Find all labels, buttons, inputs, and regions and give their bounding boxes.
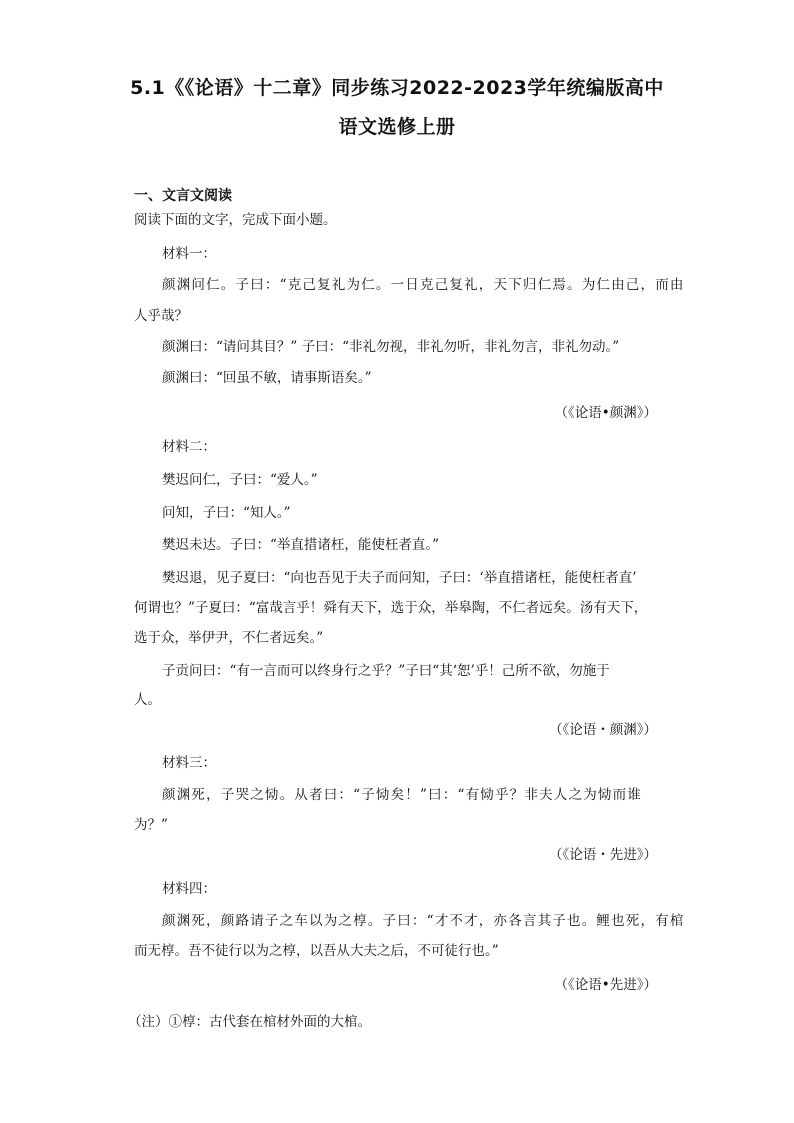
material-3-source: （《论语・先进》） <box>549 847 657 863</box>
material-2-paragraph-4-line-2: 何谓也？”子夏曰：“富哉言乎！舜有天下，选于众，举皋陶，不仁者远矣。汤有天下， <box>134 600 648 616</box>
document-title-line-2: 语文选修上册 <box>338 116 456 138</box>
section-heading: 一、文言文阅读 <box>134 188 232 204</box>
material-1-paragraph-1-line-2: 人乎哉？ <box>134 308 188 324</box>
material-2-paragraph-5-line-2: 人。 <box>134 692 161 708</box>
material-3-paragraph-1-line-2: 为？” <box>134 817 168 833</box>
material-1-paragraph-1-line-1: 颜渊问仁。子曰：“克己复礼为仁。一日克己复礼，天下归仁焉。为仁由己，而由 <box>162 277 685 293</box>
material-2-paragraph-4-line-3: 选于众，举伊尹，不仁者远矣。” <box>134 630 324 646</box>
material-2-paragraph-4-line-1: 樊迟退，见子夏曰：“向也吾见于夫子而问知，子曰：‘举直措诸枉，能使枉者直’ <box>162 570 637 586</box>
material-3-paragraph-1-line-1: 颜渊死，子哭之恸。从者曰：“子恸矣！”曰：“有恸乎？非夫人之为恸而谁 <box>162 787 643 803</box>
material-2-source: （《论语・颜渊》） <box>549 722 657 738</box>
material-4-paragraph-1-line-2: 而无椁。吾不徒行以为之椁，以吾从大夫之后，不可徒行也。” <box>134 943 499 959</box>
material-4-source: （《论语•先进》） <box>554 977 657 993</box>
footnote: （注）①椁：古代套在棺材外面的大棺。 <box>128 1014 371 1030</box>
material-2-paragraph-1: 樊迟问仁，子曰：“爱人。” <box>162 472 318 488</box>
material-4-label: 材料四： <box>162 881 216 897</box>
document-title-line-1: 5.1《《论语》十二章》同步练习2022-2023学年统编版高中 <box>130 77 664 99</box>
material-2-paragraph-5-line-1: 子贡问曰：“有一言而可以终身行之乎？”子曰“其‘恕’乎！己所不欲，勿施于 <box>162 663 610 679</box>
material-2-label: 材料二： <box>162 439 216 455</box>
material-2-paragraph-3: 樊迟未达。子曰：“举直措诸枉，能使枉者直。” <box>162 537 440 553</box>
material-2-paragraph-2: 问知，子曰：“知人。” <box>162 505 291 521</box>
material-4-paragraph-1-line-1: 颜渊死，颜路请子之车以为之椁。子曰：“才不才，亦各言其子也。鲤也死，有棺 <box>162 913 685 929</box>
material-1-paragraph-2: 颜渊曰：“请问其目？” 子曰：“非礼勿视，非礼勿听，非礼勿言，非礼勿动。” <box>162 339 620 355</box>
instruction-text: 阅读下面的文字，完成下面小题。 <box>134 212 337 228</box>
material-1-paragraph-3: 颜渊曰：“回虽不敏，请事斯语矣。” <box>162 370 372 386</box>
material-1-label: 材料一： <box>162 246 216 262</box>
material-3-label: 材料三： <box>162 755 216 771</box>
material-1-source: （《论语•颜渊》） <box>554 405 657 421</box>
